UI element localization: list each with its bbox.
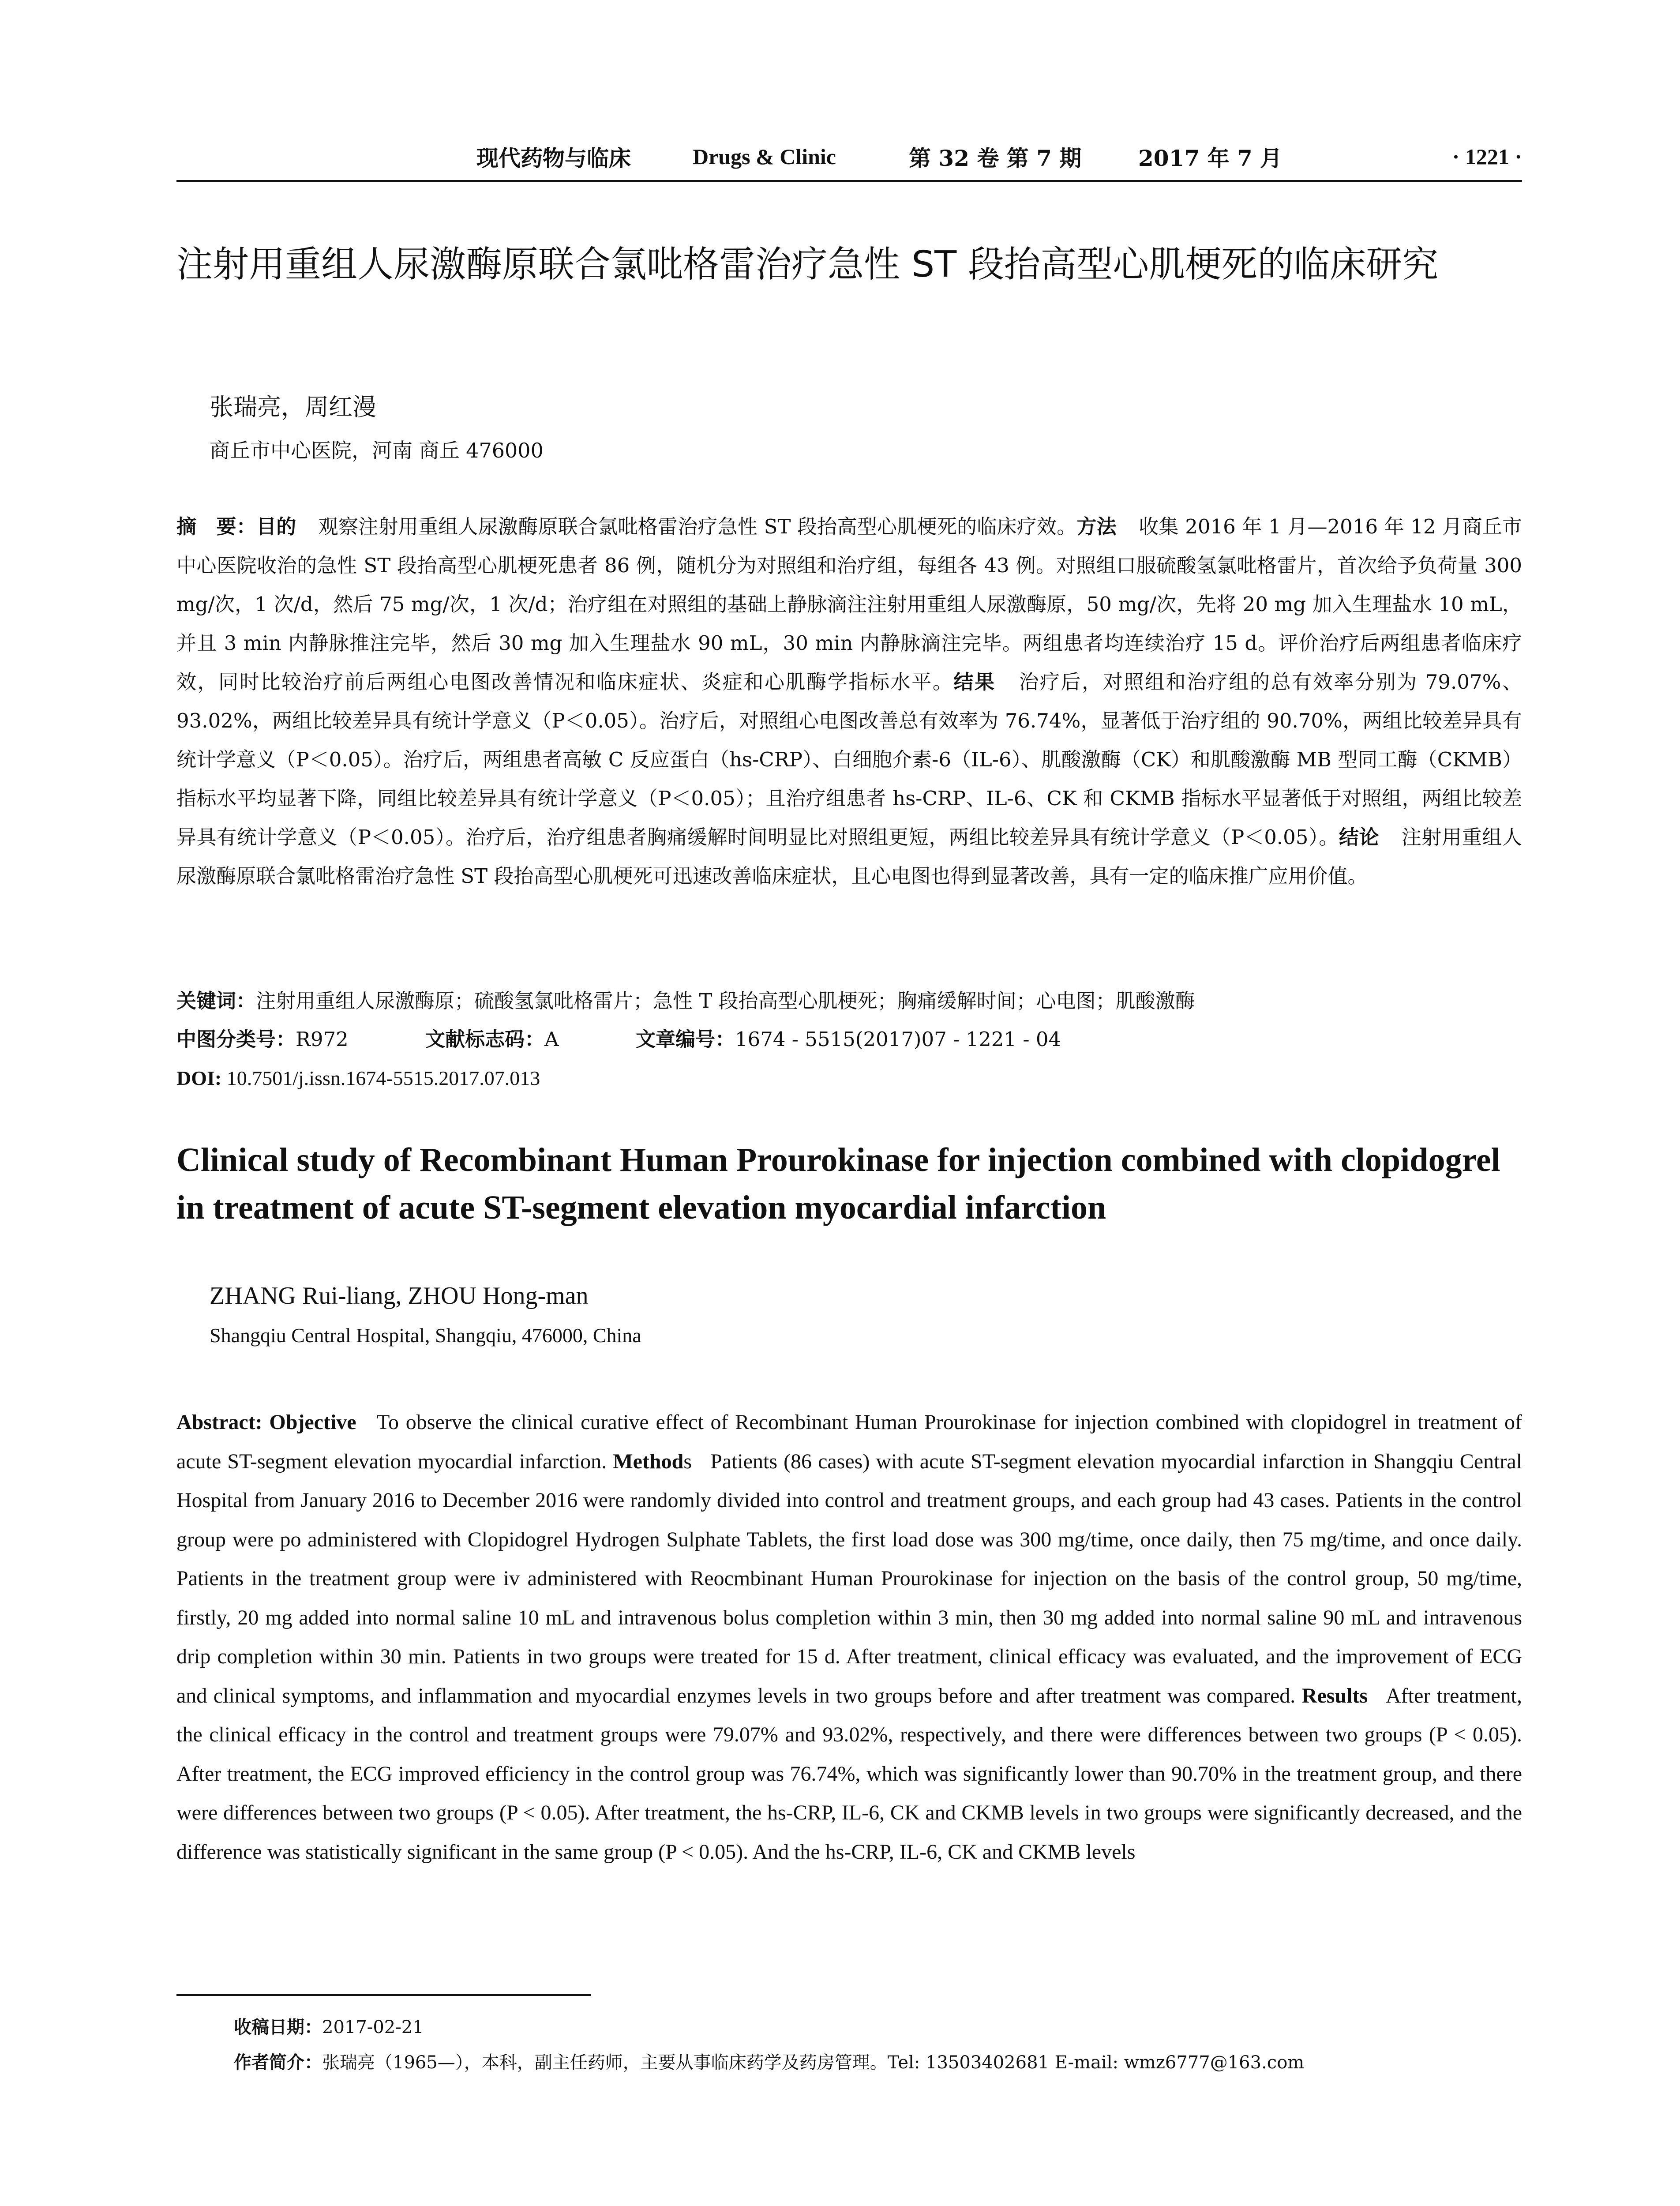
- footnote-rule: [176, 1994, 591, 1996]
- page-number: · 1221 ·: [1452, 144, 1522, 169]
- received-date: 2017-02-21: [322, 2017, 424, 2037]
- objective-label-en: Objective: [269, 1411, 356, 1434]
- doc-code-label: 文献标志码：: [425, 1028, 545, 1051]
- chinese-authors: 张瑞亮，周红漫: [210, 393, 376, 421]
- running-header: [176, 132, 1522, 181]
- abstract-label-en: Abstract:: [176, 1411, 262, 1434]
- results-label-en: Results: [1301, 1684, 1368, 1707]
- article-no-label: 文章编号：: [635, 1028, 735, 1051]
- clc-value: R972: [296, 1028, 349, 1051]
- author-bio-label: 作者简介：: [234, 2052, 322, 2073]
- article-no-value: 1674 - 5515(2017)07 - 1221 - 04: [735, 1028, 1061, 1051]
- conclusion-label-cn: 结论: [1339, 825, 1380, 849]
- author-bio-text: 张瑞亮（1965—），本科，副主任药师，主要从事临床药学及药房管理。Tel: 13503402681 E-mail: wmz6777@163.com: [322, 2052, 1305, 2073]
- results-label-cn: 结果: [953, 670, 996, 694]
- keywords-label: 关键词：: [176, 989, 256, 1013]
- english-title: Clinical study of Recombinant Human Prourokinase for injection combined with clopidogrel in treatment of acute ST-segment elevation myocardial infarction: [176, 1141, 1500, 1226]
- received-date-note: [234, 2014, 424, 2041]
- objective-text-cn: 观察注射用重组人尿激酶原联合氯吡格雷治疗急性 ST 段抬高型心肌梗死的临床疗效。: [318, 515, 1077, 538]
- keywords-text: 注射用重组人尿激酶原；硫酸氢氯吡格雷片；急性 T 段抬高型心肌梗死；胸痛缓解时间；心电图；肌酸激酶: [256, 989, 1195, 1013]
- clc-label: 中图分类号：: [176, 1028, 296, 1051]
- objective-label-cn: 目的: [256, 515, 296, 538]
- journal-name-en: Drugs & Clinic: [693, 144, 836, 169]
- volume-issue: 第 32 卷 第 7 期: [909, 145, 1082, 171]
- issue-date: 2017 年 7 月: [1138, 145, 1282, 171]
- abstract-label-cn: 摘 要：: [176, 515, 256, 538]
- methods-label-en: Method: [613, 1449, 684, 1473]
- journal-name-cn: 现代药物与临床: [476, 145, 631, 171]
- classification-line: [176, 1020, 1522, 1059]
- doi-label: DOI:: [176, 1067, 222, 1089]
- chinese-affiliation: 商丘市中心医院，河南 商丘 476000: [210, 439, 544, 462]
- chinese-keywords: [176, 982, 1522, 1020]
- objective-text-en: To observe the clinical curative effect of Recombinant Human Prourokinase for injection combined with clopidogrel in treatment of acute ST-segment elevation myocardial infarction.: [176, 1411, 1522, 1473]
- english-abstract: [176, 1403, 1522, 1872]
- chinese-title: 注射用重组人尿激酶原联合氯吡格雷治疗急性 ST 段抬高型心肌梗死的临床研究: [176, 244, 1439, 285]
- results-text-en: After treatment, the clinical efficacy in the control and treatment groups were 79.07% and 93.02%, respectively, and there were differences between two groups (P < 0.05). After treatment, the ECG improved efficiency in the control group was 76.74%, which was significantly lower than 90.70% in the treatment group, and there were differences between two groups (P < 0.05). After treatment, the hs-CRP, IL-6, CK and CKMB levels in two groups were significantly decreased, and the difference was statistically significant in the same group (P < 0.05). And the hs-CRP, IL-6, CK and CKMB levels: [176, 1684, 1522, 1864]
- doc-code-value: A: [544, 1028, 559, 1051]
- methods-text-cn: 收集 2016 年 1 月—2016 年 12 月商丘市中心医院收治的急性 ST 段抬高型心肌梗死患者 86 例，随机分为对照组和治疗组，每组各 43 例。对照组口服硫酸氢氯吡格雷片，首次给予负荷量 300 mg/次，1 次/d，然后 75 mg/次，1 次/d；治疗组在对照组的基础上静脉滴注注射用重组人尿激酶原，50 mg/次，先将 20 mg 加入生理盐水 10 mL，并且 3 min 内静脉推注完毕，然后 30 mg 加入生理盐水 90 mL，30 min 内静脉滴注完毕。两组患者均连续治疗 15 d。评价治疗后两组患者临床疗效，同时比较治疗前后两组心电图改善情况和临床症状、炎症和心肌酶学指标水平。: [176, 515, 1522, 694]
- chinese-abstract: [176, 507, 1522, 896]
- results-text-cn: 治疗后，对照组和治疗组的总有效率分别为 79.07%、93.02%，两组比较差异具有统计学意义（P＜0.05）。治疗后，对照组心电图改善总有效率为 76.74%，显著低于治疗组的 90.70%，两组比较差异具有统计学意义（P＜0.05）。治疗后，两组患者高敏 C 反应蛋白（hs-CRP）、白细胞介素-6（IL-6）、肌酸激酶（CK）和肌酸激酶 MB 型同工酶（CKMB）指标水平均显著下降，同组比较差异具有统计学意义（P＜0.05）；且治疗组患者 hs-CRP、IL-6、CK 和 CKMB 指标水平显著低于对照组，两组比较差异具有统计学意义（P＜0.05）。治疗后，治疗组患者胸痛缓解时间明显比对照组更短，两组比较差异具有统计学意义（P＜0.05）。: [176, 670, 1522, 849]
- doi-line: [176, 1059, 540, 1098]
- methods-text-en: Patients (86 cases) with acute ST-segment elevation myocardial infarction in Shangqiu Central Hospital from January 2016 to December 2016 were randomly divided into control and treatment groups, and each group had 43 cases. Patients in the control group were po administered with Clopidogrel Hydrogen Sulphate Tablets, the first load dose was 300 mg/time, once daily, then 75 mg/time, and once daily. Patients in the treatment group were iv administered with Reocmbinant Human Prourokinase for injection on the basis of the control group, 50 mg/time, firstly, 20 mg added into normal saline 10 mL and intravenous bolus completion within 3 min, then 30 mg added into normal saline 90 mL and intravenous drip completion within 30 min. Patients in two groups were treated for 15 d. After treatment, clinical efficacy was evaluated, and the improvement of ECG and clinical symptoms, and inflammation and myocardial enzymes levels in two groups before and after treatment was compared.: [176, 1449, 1522, 1707]
- methods-label-cn: 方法: [1076, 515, 1117, 538]
- conclusion-text-cn: 注射用重组人尿激酶原联合氯吡格雷治疗急性 ST 段抬高型心肌梗死可迅速改善临床症状，且心电图也得到显著改善，具有一定的临床推广应用价值。: [176, 825, 1522, 888]
- author-bio-note: [234, 2049, 1304, 2076]
- english-authors: ZHANG Rui-liang, ZHOU Hong-man: [210, 1282, 589, 1309]
- header-rule: [176, 180, 1522, 182]
- english-affiliation: Shangqiu Central Hospital, Shangqiu, 476000, China: [210, 1324, 641, 1347]
- received-label: 收稿日期：: [234, 2017, 322, 2037]
- methods-label-suffix-en: s: [683, 1449, 692, 1473]
- doi-link[interactable]: 10.7501/j.issn.1674-5515.2017.07.013: [226, 1067, 540, 1089]
